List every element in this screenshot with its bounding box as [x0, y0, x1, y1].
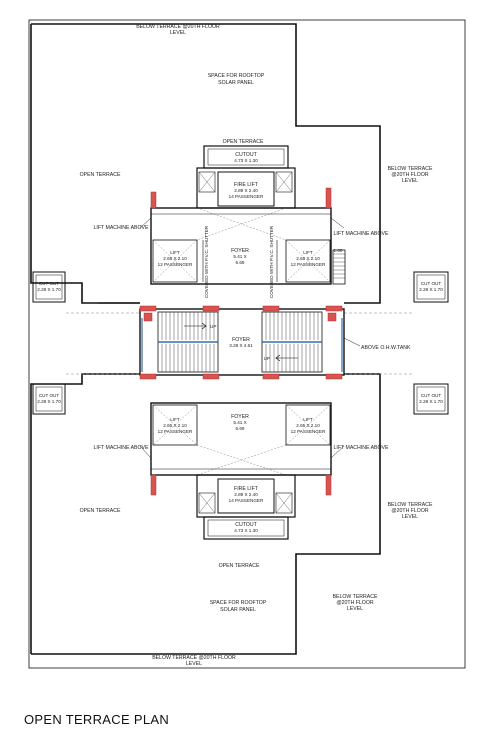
lift-tl-1: LIFT — [170, 250, 180, 255]
lift-br-3: 12 PASSENGER — [290, 429, 326, 434]
lift-machine-tr: LIFT MACHINE ABOVE — [333, 231, 389, 237]
lift-bl-3: 12 PASSENGER — [157, 429, 193, 434]
foyer-bot-1: FOYER — [231, 414, 249, 420]
cutout-side-r-top-1: CUT OUT — [420, 281, 442, 286]
right-below-mid-2: @20TH FLOOR — [391, 508, 429, 514]
top-below-terrace-level: LEVEL — [169, 30, 187, 36]
shutter-left: COVERED WITH P.V.C. SHUTTER — [204, 225, 209, 299]
cutout-top-title: CUTOUT — [235, 152, 257, 158]
fire-lift-bottom-1: FIRE LIFT — [234, 486, 258, 492]
lift-bl-2: 2.65 X 2.10 — [163, 423, 187, 428]
right-below-top-2: @20TH FLOOR — [391, 172, 429, 178]
bottom-below-terrace-level: LEVEL — [185, 661, 203, 667]
foyer-mid-2: 3.28 X 4.61 — [229, 343, 253, 348]
right-below-mid-3: LEVEL — [401, 514, 419, 520]
cutout-side-l-bot-2: 2.28 X 1.70 — [37, 399, 61, 404]
cutout-side-l-top-1: CUT OUT — [38, 281, 60, 286]
right-below-bot-3: LEVEL — [346, 606, 364, 612]
foyer-top-1: FOYER — [231, 248, 249, 254]
cutout-bottom-dims: 4.73 X 1.30 — [234, 528, 258, 533]
lift-bl-1: LIFT — [170, 417, 180, 422]
right-below-bot-2: @20TH FLOOR — [336, 600, 374, 606]
lower-terrace-outline — [31, 374, 380, 654]
lift-machine-br: LIFT MACHINE ABOVE — [333, 445, 389, 451]
cutout-side-l-bot-1: CUT OUT — [38, 393, 60, 398]
plan-title: OPEN TERRACE PLAN — [24, 712, 170, 727]
open-terrace-top-left: OPEN TERRACE — [79, 172, 121, 178]
foyer-bot-2: 5.41 X — [233, 420, 247, 425]
right-below-top-3: LEVEL — [401, 178, 419, 184]
lift-tr-1: LIFT — [303, 250, 313, 255]
cutout-side-r-top-2: 2.28 X 1.70 — [419, 287, 443, 292]
fire-lift-bottom-2: 2.89 X 2.40 — [234, 492, 258, 497]
stair-up-left: UP — [210, 324, 217, 329]
shutter-right: COVERED WITH P.V.C. SHUTTER — [269, 225, 274, 299]
lift-machine-tl: LIFT MACHINE ABOVE — [93, 225, 149, 231]
lift-tr-3: 12 PASSENGER — [290, 262, 326, 267]
solar-bottom-line2: SOLAR PANEL — [220, 607, 256, 613]
right-below-bot-1: BELOW TERRACE — [332, 594, 378, 600]
cutout-bottom-title: CUTOUT — [235, 522, 257, 528]
solar-top-line1: SPACE FOR ROOFTOP — [207, 73, 265, 79]
open-terrace-top-center: OPEN TERRACE — [222, 139, 264, 145]
lift-tl-3: 12 PASSENGER — [157, 262, 193, 267]
open-terrace-bottom-left: OPEN TERRACE — [79, 508, 121, 514]
lift-tl-2: 2.65 X 2.10 — [163, 256, 187, 261]
fire-lift-top-2: 2.89 X 2.40 — [234, 188, 258, 193]
level-mark: 1.00 — [333, 248, 343, 253]
open-terrace-bottom-center: OPEN TERRACE — [218, 563, 260, 569]
foyer-top-2: 5.41 X — [233, 254, 247, 259]
cutout-side-r-bot-1: CUT OUT — [420, 393, 442, 398]
cutout-side-l-top-2: 2.28 X 1.70 — [37, 287, 61, 292]
bottom-below-terrace-label: BELOW TERRACE @20TH FLOOR — [152, 655, 236, 661]
fire-lift-top-3: 14 PASSENGER — [228, 194, 264, 199]
ohwt-label: ABOVE O.H.W.TANK — [361, 345, 411, 351]
right-below-mid-1: BELOW TERRACE — [387, 502, 433, 508]
right-below-top-1: BELOW TERRACE — [387, 166, 433, 172]
top-below-terrace-label: BELOW TERRACE @20TH FLOOR — [136, 24, 220, 30]
lift-br-2: 2.65 X 2.10 — [296, 423, 320, 428]
foyer-mid-1: FOYER — [232, 337, 250, 343]
service-stair — [333, 250, 345, 284]
fire-lift-top-1: FIRE LIFT — [234, 182, 258, 188]
lift-machine-bl: LIFT MACHINE ABOVE — [93, 445, 149, 451]
stair-up-right: UP — [263, 356, 270, 361]
lift-tr-2: 2.65 X 2.10 — [296, 256, 320, 261]
fire-lift-bottom-3: 14 PASSENGER — [228, 498, 264, 503]
cutout-side-r-bot-2: 2.28 X 1.70 — [419, 399, 443, 404]
solar-top-line2: SOLAR PANEL — [218, 80, 254, 86]
cutout-top-dims: 4.73 X 1.30 — [234, 158, 258, 163]
solar-bottom-line1: SPACE FOR ROOFTOP — [209, 600, 267, 606]
foyer-top-3: 6.69 — [235, 260, 245, 265]
lift-br-1: LIFT — [303, 417, 313, 422]
foyer-bot-3: 6.69 — [235, 426, 245, 431]
